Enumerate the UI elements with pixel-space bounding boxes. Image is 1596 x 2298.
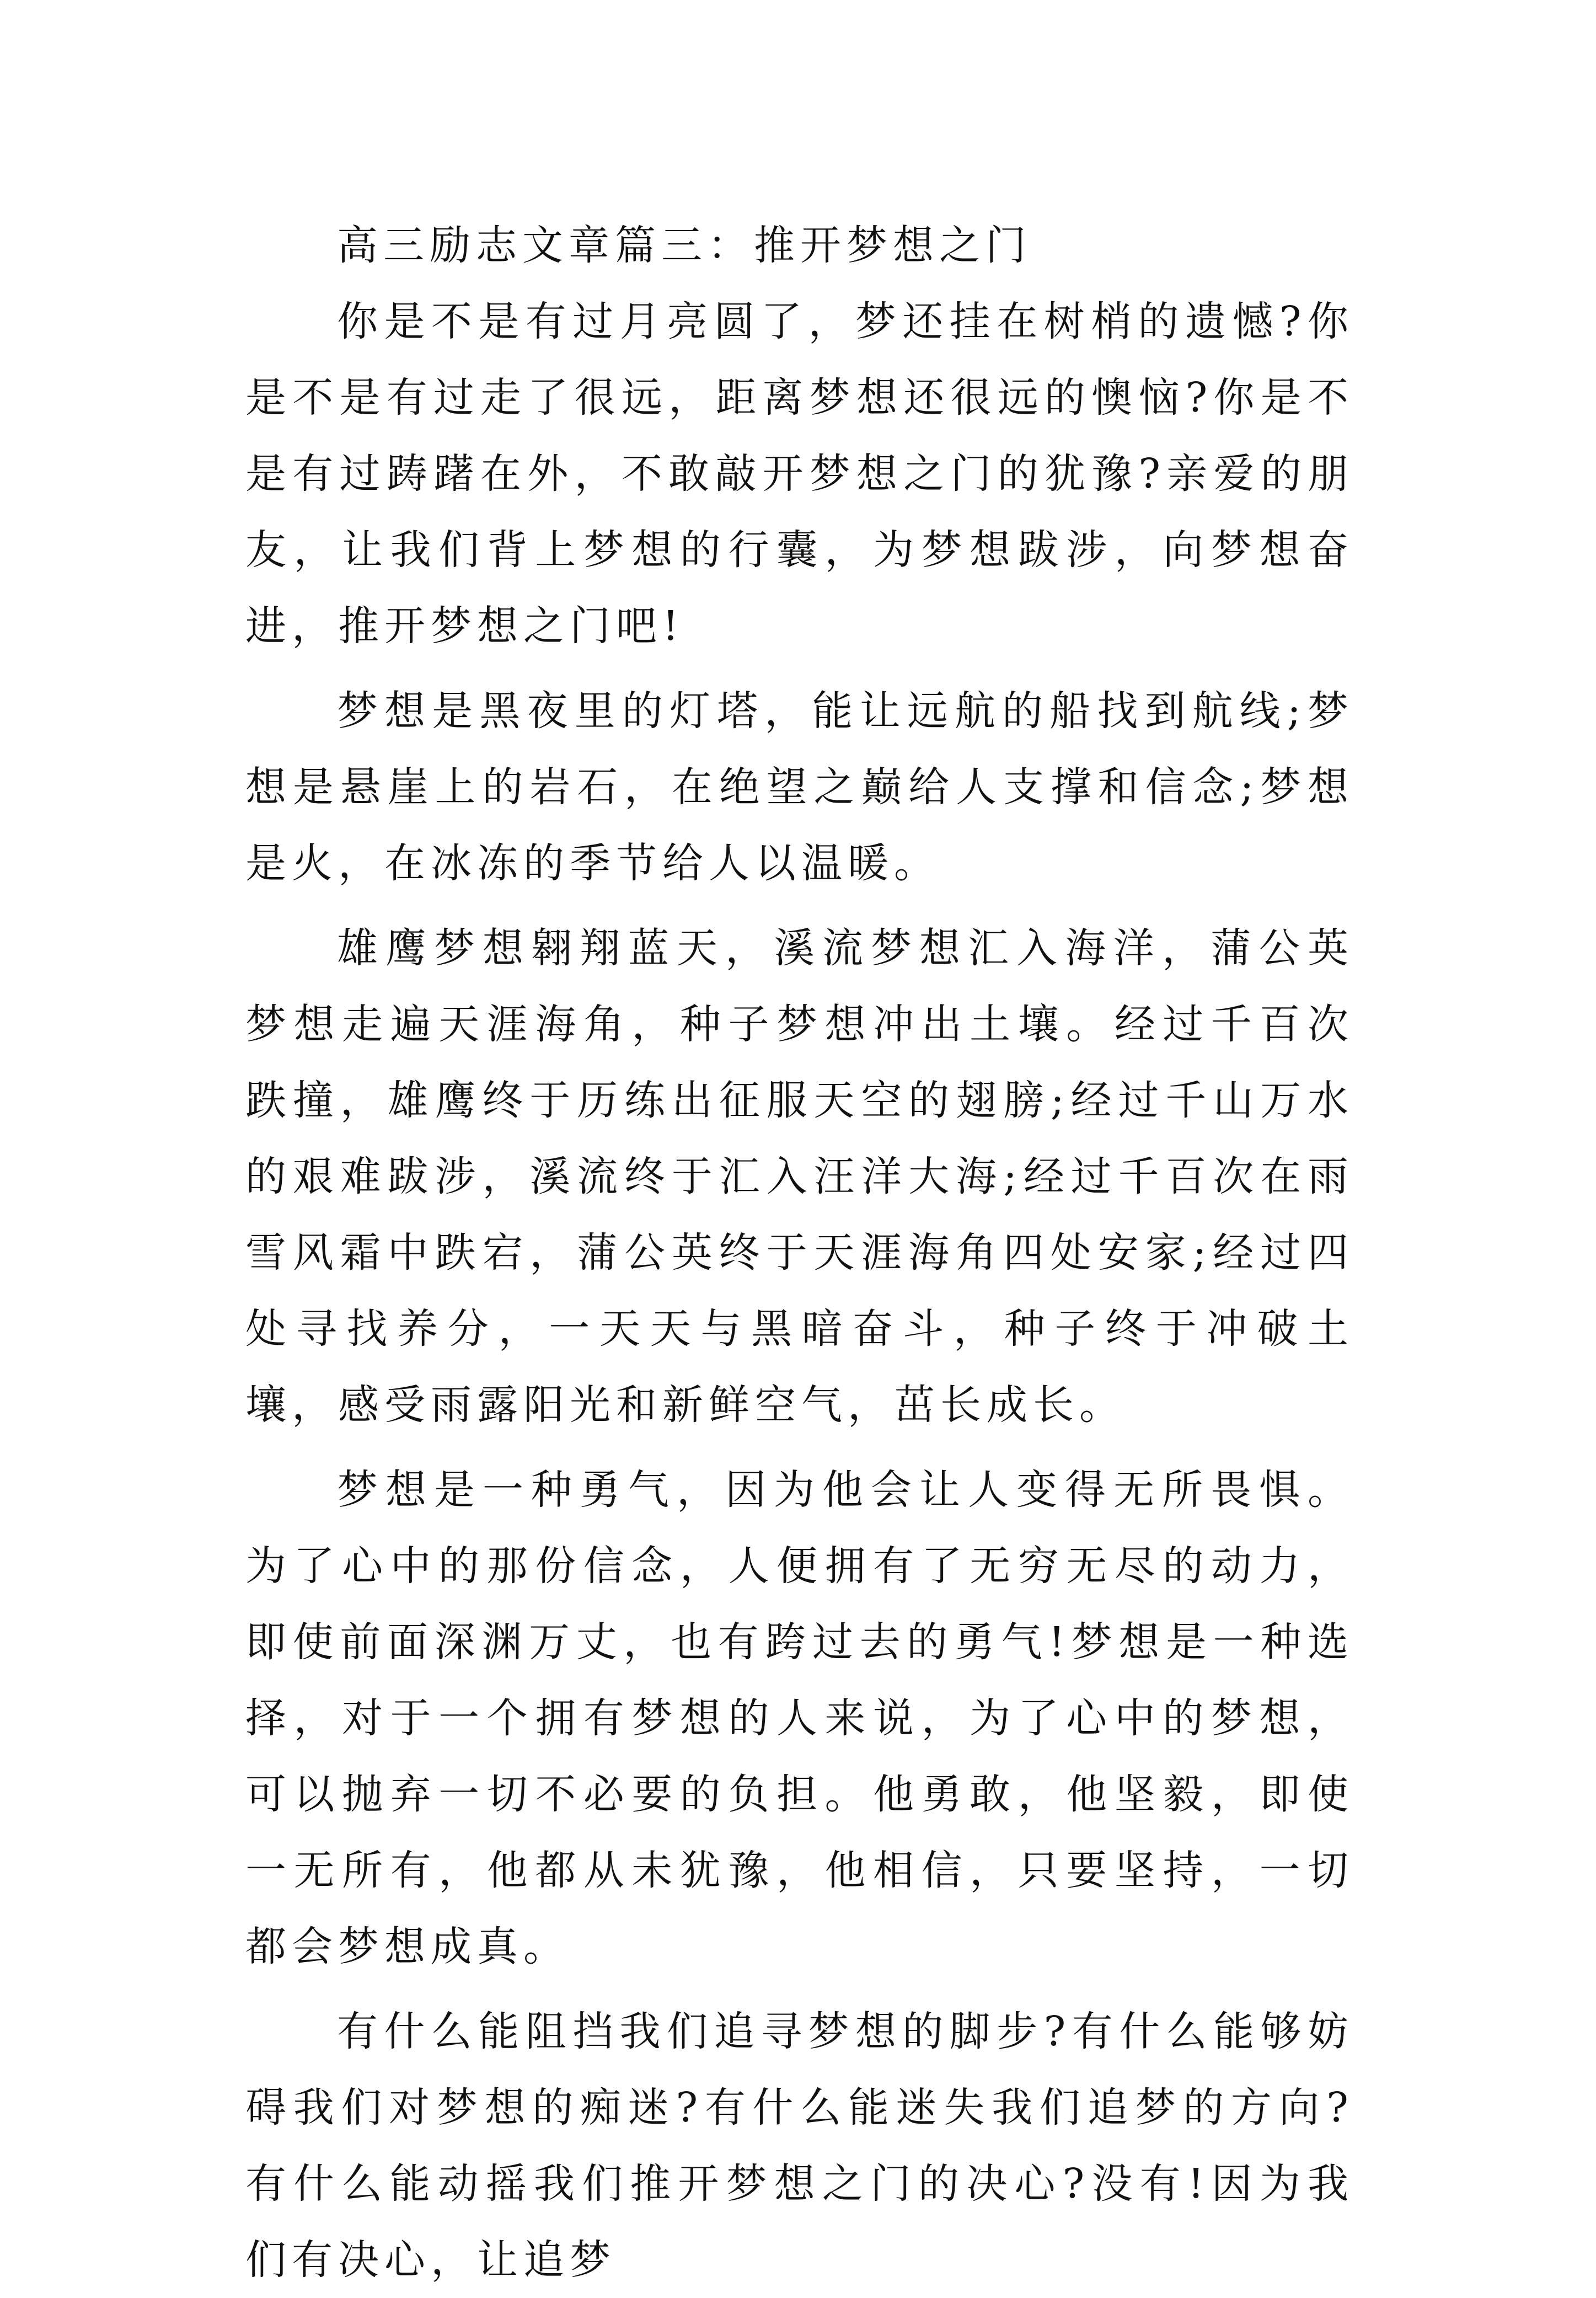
paragraph: 有什么能阻挡我们追寻梦想的脚步?有什么能够妨碍我们对梦想的痴迷?有什么能迷失我们追梦的方向?有什么能动摇我们推开梦想之门的决心?没有!因为我们有决心，让追梦	[245, 2008, 1354, 2284]
paragraph: 雄鹰梦想翱翔蓝天，溪流梦想汇入海洋，蒲公英梦想走遍天涯海角，种子梦想冲出土壤。经过千百次跌撞，雄鹰终于历练出征服天空的翅膀;经过千山万水的艰难跋涉，溪流终于汇入汪洋大海;经过千百次在雨雪风霜中跌宕，蒲公英终于天涯海角四处安家;经过四处寻找养分，一天天与黑暗奋斗，种子终于冲破土壤，感受雨露阳光和新鲜空气，茁长成长。	[245, 924, 1354, 1429]
paragraph: 梦想是一种勇气，因为他会让人变得无所畏惧。为了心中的那份信念，人便拥有了无穷无尽的动力，即使前面深渊万丈，也有跨过去的勇气!梦想是一种选择，对于一个拥有梦想的人来说，为了心中的梦想，可以抛弃一切不必要的负担。他勇敢，他坚毅，即使一无所有，他都从未犹豫，他相信，只要坚持，一切都会梦想成真。	[245, 1466, 1354, 1970]
paragraph: 你是不是有过月亮圆了，梦还挂在树梢的遗憾?你是不是有过走了很远，距离梦想还很远的懊恼?你是不是有过踌躇在外，不敢敲开梦想之门的犹豫?亲爱的朋友，让我们背上梦想的行囊，为梦想跋涉，向梦想奋进，推开梦想之门吧!	[245, 298, 1354, 650]
document-body	[245, 207, 1354, 2298]
paragraph: 梦想是黑夜里的灯塔，能让远航的船找到航线;梦想是悬崖上的岩石，在绝望之巅给人支撑和信念;梦想是火，在冰冻的季节给人以温暖。	[245, 687, 1354, 887]
document-title: 高三励志文章篇三：推开梦想之门	[337, 222, 1032, 269]
